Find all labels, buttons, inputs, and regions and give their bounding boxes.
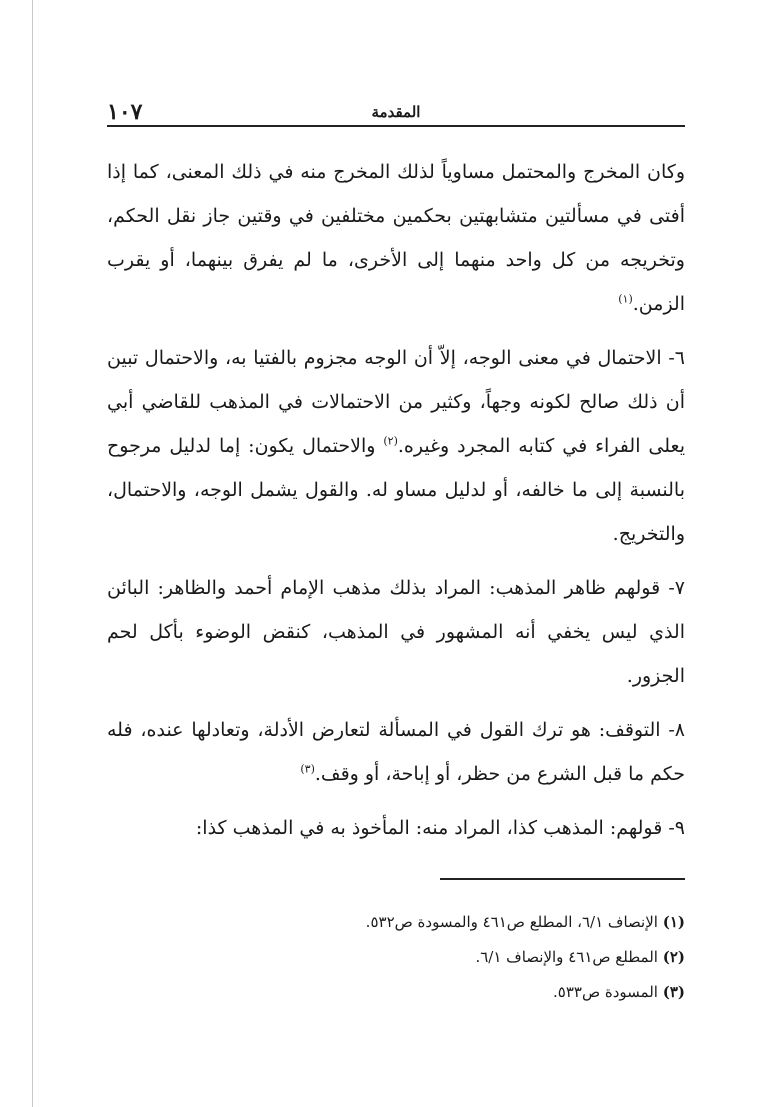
footnote-reference: (٢) bbox=[383, 434, 398, 448]
footnote-number: (٢) bbox=[662, 948, 685, 966]
footnote bbox=[107, 975, 685, 1010]
footnote-number: (١) bbox=[662, 913, 685, 931]
footnote bbox=[107, 905, 685, 940]
paragraph bbox=[107, 336, 685, 556]
paragraph-text: ٧- قولهم ظاهر المذهب: المراد بذلك مذهب الإمام أحمد والظاهر: البائن الذي ليس يخفي أنه المشهور في المذهب، كنقض الوضوء بأكل لحم الجزور. bbox=[107, 577, 685, 687]
header-rule bbox=[107, 125, 685, 127]
scan-edge-line bbox=[32, 0, 33, 1107]
footnote bbox=[107, 940, 685, 975]
paragraph-text: ٦- الاحتمال في معنى الوجه، إلاّ أن الوجه مجزوم بالفتيا به، والاحتمال تبين أن ذلك صالح لكونه وجهاً، وكثير من الاحتمالات في المذهب للقاضي أبي يعلى الفراء في كتابه المجرد وغيره. bbox=[107, 347, 685, 457]
footnote-text: المطلع ص٤٦١ والإنصاف ٦/١. bbox=[475, 948, 663, 966]
footnote-reference: (١) bbox=[618, 292, 633, 306]
footnote-reference: (٣) bbox=[300, 762, 315, 776]
footnotes bbox=[107, 905, 685, 1010]
paragraph-text: وكان المخرج والمحتمل مساوياً لذلك المخرج منه في ذلك المعنى، كما إذا أفتى في مسألتين متشابهتين بحكمين مختلفين في وقتين جاز نقل الحكم، وتخريجه من كل واحد منهما إلى الأخرى، ما لم يفرق بينهما، أو يقرب الزمن. bbox=[107, 161, 685, 315]
main-text bbox=[107, 150, 685, 860]
footnote-number: (٣) bbox=[662, 983, 685, 1001]
running-title: المقدمة bbox=[371, 103, 421, 121]
footnote-text: الإنصاف ٦/١، المطلع ص٤٦١ والمسودة ص٥٣٢. bbox=[365, 913, 663, 931]
paragraph-text-continued: والاحتمال يكون: إما لدليل مرجوح بالنسبة إلى ما خالفه، أو لدليل مساو له. والقول يشمل الوجه، والاحتمال، والتخريج. bbox=[107, 435, 685, 545]
paragraph bbox=[107, 150, 685, 326]
footnote-separator bbox=[440, 878, 685, 880]
footnote-text: المسودة ص٥٣٣. bbox=[553, 983, 663, 1001]
page-number: ١٠٧ bbox=[107, 99, 143, 125]
paragraph bbox=[107, 806, 685, 850]
page-header bbox=[107, 100, 685, 124]
paragraph bbox=[107, 566, 685, 698]
paragraph-text: ٨- التوقف: هو ترك القول في المسألة لتعارض الأدلة، وتعادلها عنده، فله حكم ما قبل الشرع من حظر، أو إباحة، أو وقف. bbox=[107, 719, 685, 785]
paragraph-text: ٩- قولهم: المذهب كذا، المراد منه: المأخوذ به في المذهب كذا: bbox=[195, 817, 685, 839]
paragraph bbox=[107, 708, 685, 796]
